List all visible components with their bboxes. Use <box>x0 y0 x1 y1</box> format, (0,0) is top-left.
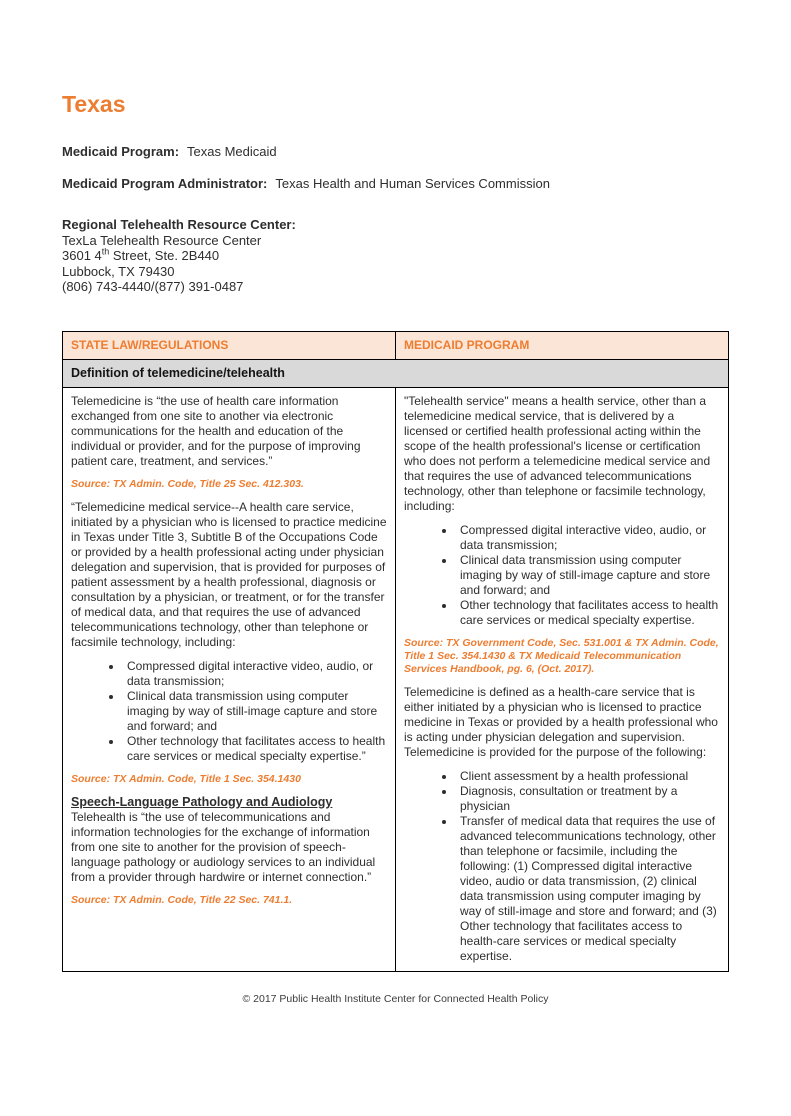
copyright-footer: © 2017 Public Health Institute Center for Connected Health Policy <box>242 992 549 1005</box>
bullet-item: • Client assessment by a health professional <box>456 769 720 784</box>
bullet-item: • Other technology that facilitates access to health care services or medical specialty expertise.” <box>123 734 387 764</box>
bullet-item: • Diagnosis, consultation or treatment by a physician <box>456 784 720 814</box>
medicaid-program-value: Texas Medicaid <box>187 144 277 160</box>
program-administrator-value: Texas Health and Human Services Commission <box>275 176 550 192</box>
source-citation: Source: TX Admin. Code, Title 1 Sec. 354.1430 <box>71 772 301 785</box>
paragraph-telehealth-service: "Telehealth service" means a health service, other than a telemedicine medical service, that is delivered by a licensed or certified health professional acting within the scope of the health professional's license or certification who does not perform a telemedicine medical service and that requires the use of advanced telecommunications technology, other than telephone or facsimile technology, including: <box>404 393 711 513</box>
bullet-list <box>404 523 720 628</box>
section-title: Definition of telemedicine/telehealth <box>63 359 729 387</box>
policy-comparison-table <box>62 331 729 972</box>
medicaid-program-field <box>62 144 729 160</box>
table-header-row <box>63 331 729 359</box>
document-page <box>0 92 791 1005</box>
resource-center-label: Regional Telehealth Resource Center: <box>62 217 296 233</box>
column-header-state-law: STATE LAW/REGULATIONS <box>63 331 396 359</box>
program-administrator-label: Medicaid Program Administrator: <box>62 176 268 192</box>
subsection-heading-speech-language: Speech-Language Pathology and Audiology <box>71 794 333 809</box>
bullet-item: • Transfer of medical data that requires the use of advanced telecommunications technology, other than telephone or facsimile, including the following: (1) Compressed digital interactive video, audio or data transmission, (2) clinical data transmission using computer imaging by way of still-image and store and forward; and (3) Other technology that facilitates access to health-care services or medical specialty expertise. <box>456 814 720 964</box>
resource-center-address <box>62 248 729 264</box>
table-content-row <box>63 387 729 971</box>
bullet-list <box>404 769 720 964</box>
address-street-number: 3601 4 <box>62 248 102 264</box>
resource-center-phone: (806) 743-4440/(877) 391-0487 <box>62 279 244 295</box>
column-header-medicaid-program: MEDICAID PROGRAM <box>396 331 729 359</box>
paragraph-telemedicine-medical-service: “Telemedicine medical service--A health care service, initiated by a physician who is licensed to practice medicine in Texas under Title 3, Subtitle B of the Occupations Code or provided by a health professional acting under physician delegation and supervision, that is provided for purposes of patient assessment by a health professional, diagnosis or consultation by a physician, or treatment, or for the transfer of medical data, and that requires the use of advanced telecommunications technology, other than telephone or facsimile technology, including: <box>71 499 387 649</box>
section-title-row <box>63 359 729 387</box>
state-law-cell <box>63 387 396 971</box>
bullet-list <box>71 659 387 764</box>
page-title: Texas <box>62 91 126 117</box>
paragraph-telehealth-definition: Telehealth is “the use of telecommunications and information technologies for the exchange of information from one site to another for the provision of speech-language pathology or audiology services to an individual from a provider through hardwire or internet connection.” <box>71 809 376 884</box>
resource-center-city: Lubbock, TX 79430 <box>62 263 175 279</box>
address-street-rest: Street, Ste. 2B440 <box>109 248 220 264</box>
paragraph-telemedicine-defined: Telemedicine is defined as a health-care service that is either initiated by a physician who is licensed to practice medicine in Texas or provided by a health professional who is acting under physician delegation and supervision. Telemedicine is provided for the purpose of the following: <box>404 684 718 759</box>
paragraph-telemedicine-definition: Telemedicine is “the use of health care information exchanged from one site to another via electronic communications for the health and education of the individual or provider, and for the purpose of improving patient care, treatment, and services.” <box>71 393 361 468</box>
source-citation: Source: TX Admin. Code, Title 22 Sec. 741.1. <box>71 893 293 906</box>
resource-center-name: TexLa Telehealth Resource Center <box>62 232 262 248</box>
medicaid-program-cell <box>396 387 729 971</box>
bullet-item: • Clinical data transmission using computer imaging by way of still-image capture and store and forward; and <box>456 553 720 598</box>
bullet-item: • Compressed digital interactive video, audio, or data transmission; <box>456 523 720 553</box>
resource-center-block <box>62 217 729 295</box>
source-citation: Source: TX Admin. Code, Title 25 Sec. 412.303. <box>71 477 304 490</box>
bullet-item: • Clinical data transmission using computer imaging by way of still-image capture and store and forward; and <box>123 689 387 734</box>
source-citation: Source: TX Government Code, Sec. 531.001 & TX Admin. Code, Title 1 Sec. 354.1430 & TX Medicaid Telecommunication Services Handbook, pg. 6, (Oct. 2017). <box>404 636 719 675</box>
program-administrator-field <box>62 176 729 192</box>
medicaid-program-label: Medicaid Program: <box>62 144 180 160</box>
bullet-item: • Compressed digital interactive video, audio, or data transmission; <box>123 659 387 689</box>
address-ordinal-suffix: th <box>101 246 110 257</box>
bullet-item: • Other technology that facilitates access to health care services or medical specialty expertise. <box>456 598 720 628</box>
